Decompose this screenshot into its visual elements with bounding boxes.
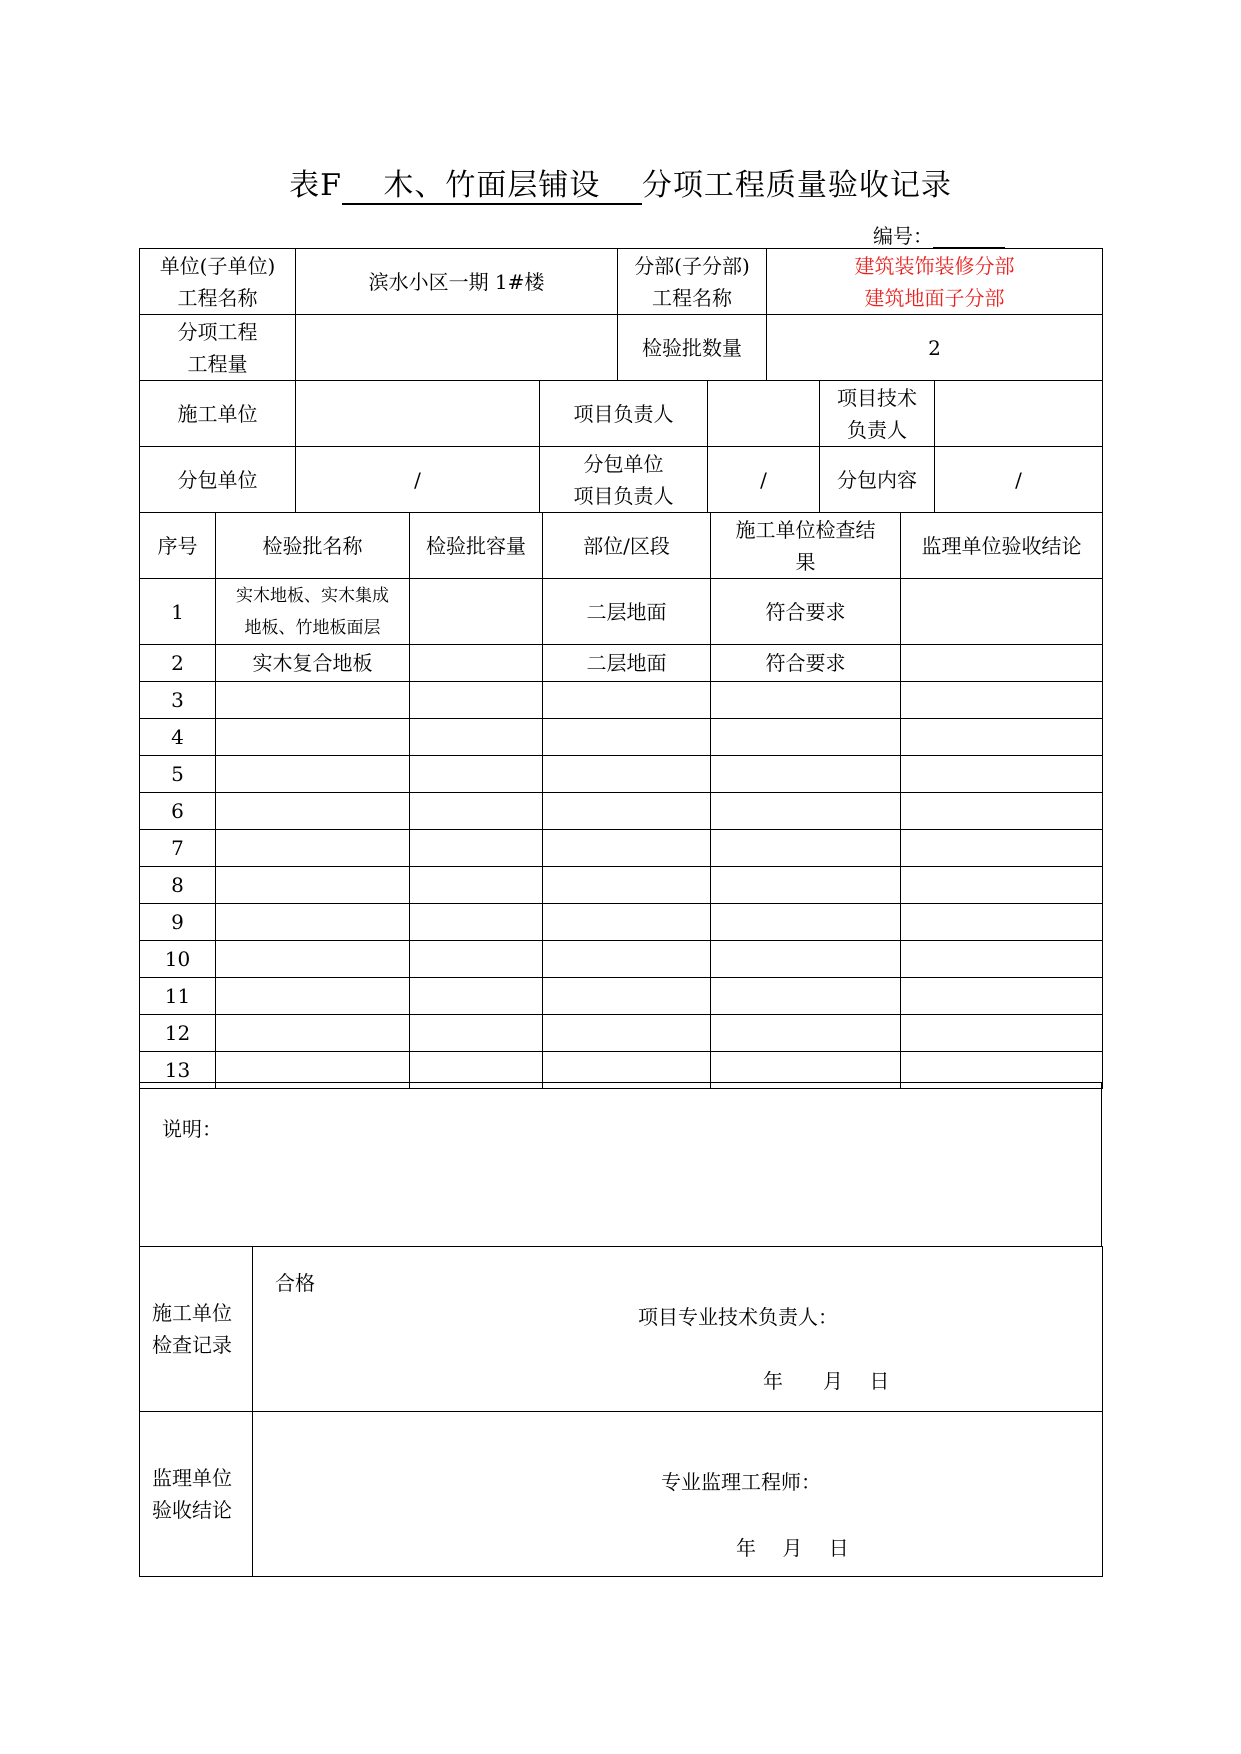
contractor-check-result: 合格 <box>275 1271 315 1295</box>
contractor-label: 施工单位 <box>140 381 296 447</box>
title-suffix: 分项工程质量验收记录 <box>641 168 952 203</box>
col-capacity: 检验批容量 <box>410 513 543 579</box>
row-no: 8 <box>140 867 216 904</box>
project-manager-value <box>708 381 820 447</box>
batch-count-value: 2 <box>767 315 1103 381</box>
row-no: 7 <box>140 830 216 867</box>
supervisor-check-table <box>139 1411 1103 1577</box>
page-title <box>0 160 1241 205</box>
row-no: 6 <box>140 793 216 830</box>
division-name-label: 分部(子分部) 工程名称 <box>618 249 767 315</box>
project-info-table <box>139 248 1103 381</box>
col-no: 序号 <box>140 513 216 579</box>
tech-manager-label: 项目技术 负责人 <box>820 381 935 447</box>
notes-cell <box>140 1083 1102 1247</box>
unit-name-label: 单位(子单位) 工程名称 <box>140 249 296 315</box>
sub-manager-value: / <box>708 447 820 513</box>
table-row <box>140 904 1103 941</box>
row-no: 3 <box>140 682 216 719</box>
col-conclusion: 监理单位验收结论 <box>901 513 1103 579</box>
supervisor-check-label: 监理单位 验收结论 <box>140 1412 253 1577</box>
contractor-check-label: 施工单位 检查记录 <box>140 1247 253 1412</box>
table-row <box>140 645 1103 682</box>
row-conclusion <box>901 579 1103 645</box>
supervisor-check-signer: 专业监理工程师： <box>661 1470 821 1494</box>
row-batch-name: 实木地板、实木集成 地板、竹地板面层 <box>216 579 410 645</box>
row-capacity <box>410 579 543 645</box>
supervisor-check-date: 年 月 日 <box>736 1536 849 1560</box>
sub-content-label: 分包内容 <box>820 447 935 513</box>
table-row <box>140 579 1103 645</box>
record-number <box>873 220 1005 249</box>
row-no: 2 <box>140 645 216 682</box>
contractor-check-table <box>139 1246 1103 1412</box>
table-row <box>140 1015 1103 1052</box>
contractor-info-table <box>139 380 1103 513</box>
title-prefix: 表F <box>289 168 342 203</box>
col-location: 部位/区段 <box>543 513 711 579</box>
project-manager-label: 项目负责人 <box>540 381 708 447</box>
title-item-name: 木、竹面层铺设 <box>342 169 642 205</box>
table-row <box>140 756 1103 793</box>
subitem-quantity-label: 分项工程 工程量 <box>140 315 296 381</box>
unit-name-value: 滨水小区一期 1#楼 <box>296 249 618 315</box>
row-check-result: 符合要求 <box>711 579 901 645</box>
row-location: 二层地面 <box>543 645 711 682</box>
col-batch-name: 检验批名称 <box>216 513 410 579</box>
sub-content-value: / <box>935 447 1103 513</box>
batch-table <box>139 512 1103 1089</box>
subitem-quantity-value <box>296 315 618 381</box>
supervisor-check-content <box>253 1412 1103 1577</box>
notes-table <box>139 1082 1102 1247</box>
table-row <box>140 941 1103 978</box>
subcontractor-label: 分包单位 <box>140 447 296 513</box>
sub-manager-label: 分包单位 项目负责人 <box>540 447 708 513</box>
table-row <box>140 719 1103 756</box>
row-check-result: 符合要求 <box>711 645 901 682</box>
contractor-check-content <box>253 1247 1103 1412</box>
row-no: 9 <box>140 904 216 941</box>
table-row <box>140 830 1103 867</box>
tech-manager-value <box>935 381 1103 447</box>
contractor-check-date: 年 月 日 <box>763 1369 890 1393</box>
subcontractor-value: / <box>296 447 540 513</box>
row-no: 13 <box>140 1052 216 1089</box>
contractor-check-signer: 项目专业技术负责人： <box>638 1305 838 1329</box>
row-no: 10 <box>140 941 216 978</box>
contractor-value <box>296 381 540 447</box>
row-location: 二层地面 <box>543 579 711 645</box>
row-capacity <box>410 645 543 682</box>
row-no: 4 <box>140 719 216 756</box>
batch-count-label: 检验批数量 <box>618 315 767 381</box>
division-name-value: 建筑装饰装修分部 建筑地面子分部 <box>767 249 1103 315</box>
table-row <box>140 793 1103 830</box>
table-row <box>140 867 1103 904</box>
row-no: 1 <box>140 579 216 645</box>
table-row <box>140 978 1103 1015</box>
table-row <box>140 682 1103 719</box>
notes-label: 说明： <box>162 1117 222 1141</box>
row-no: 11 <box>140 978 216 1015</box>
row-batch-name: 实木复合地板 <box>216 645 410 682</box>
record-number-blank <box>933 225 1005 249</box>
row-conclusion <box>901 645 1103 682</box>
batch-table-header <box>140 513 1103 579</box>
record-number-label: 编号： <box>873 224 933 248</box>
row-no: 12 <box>140 1015 216 1052</box>
col-check-result: 施工单位检查结 果 <box>711 513 901 579</box>
row-no: 5 <box>140 756 216 793</box>
